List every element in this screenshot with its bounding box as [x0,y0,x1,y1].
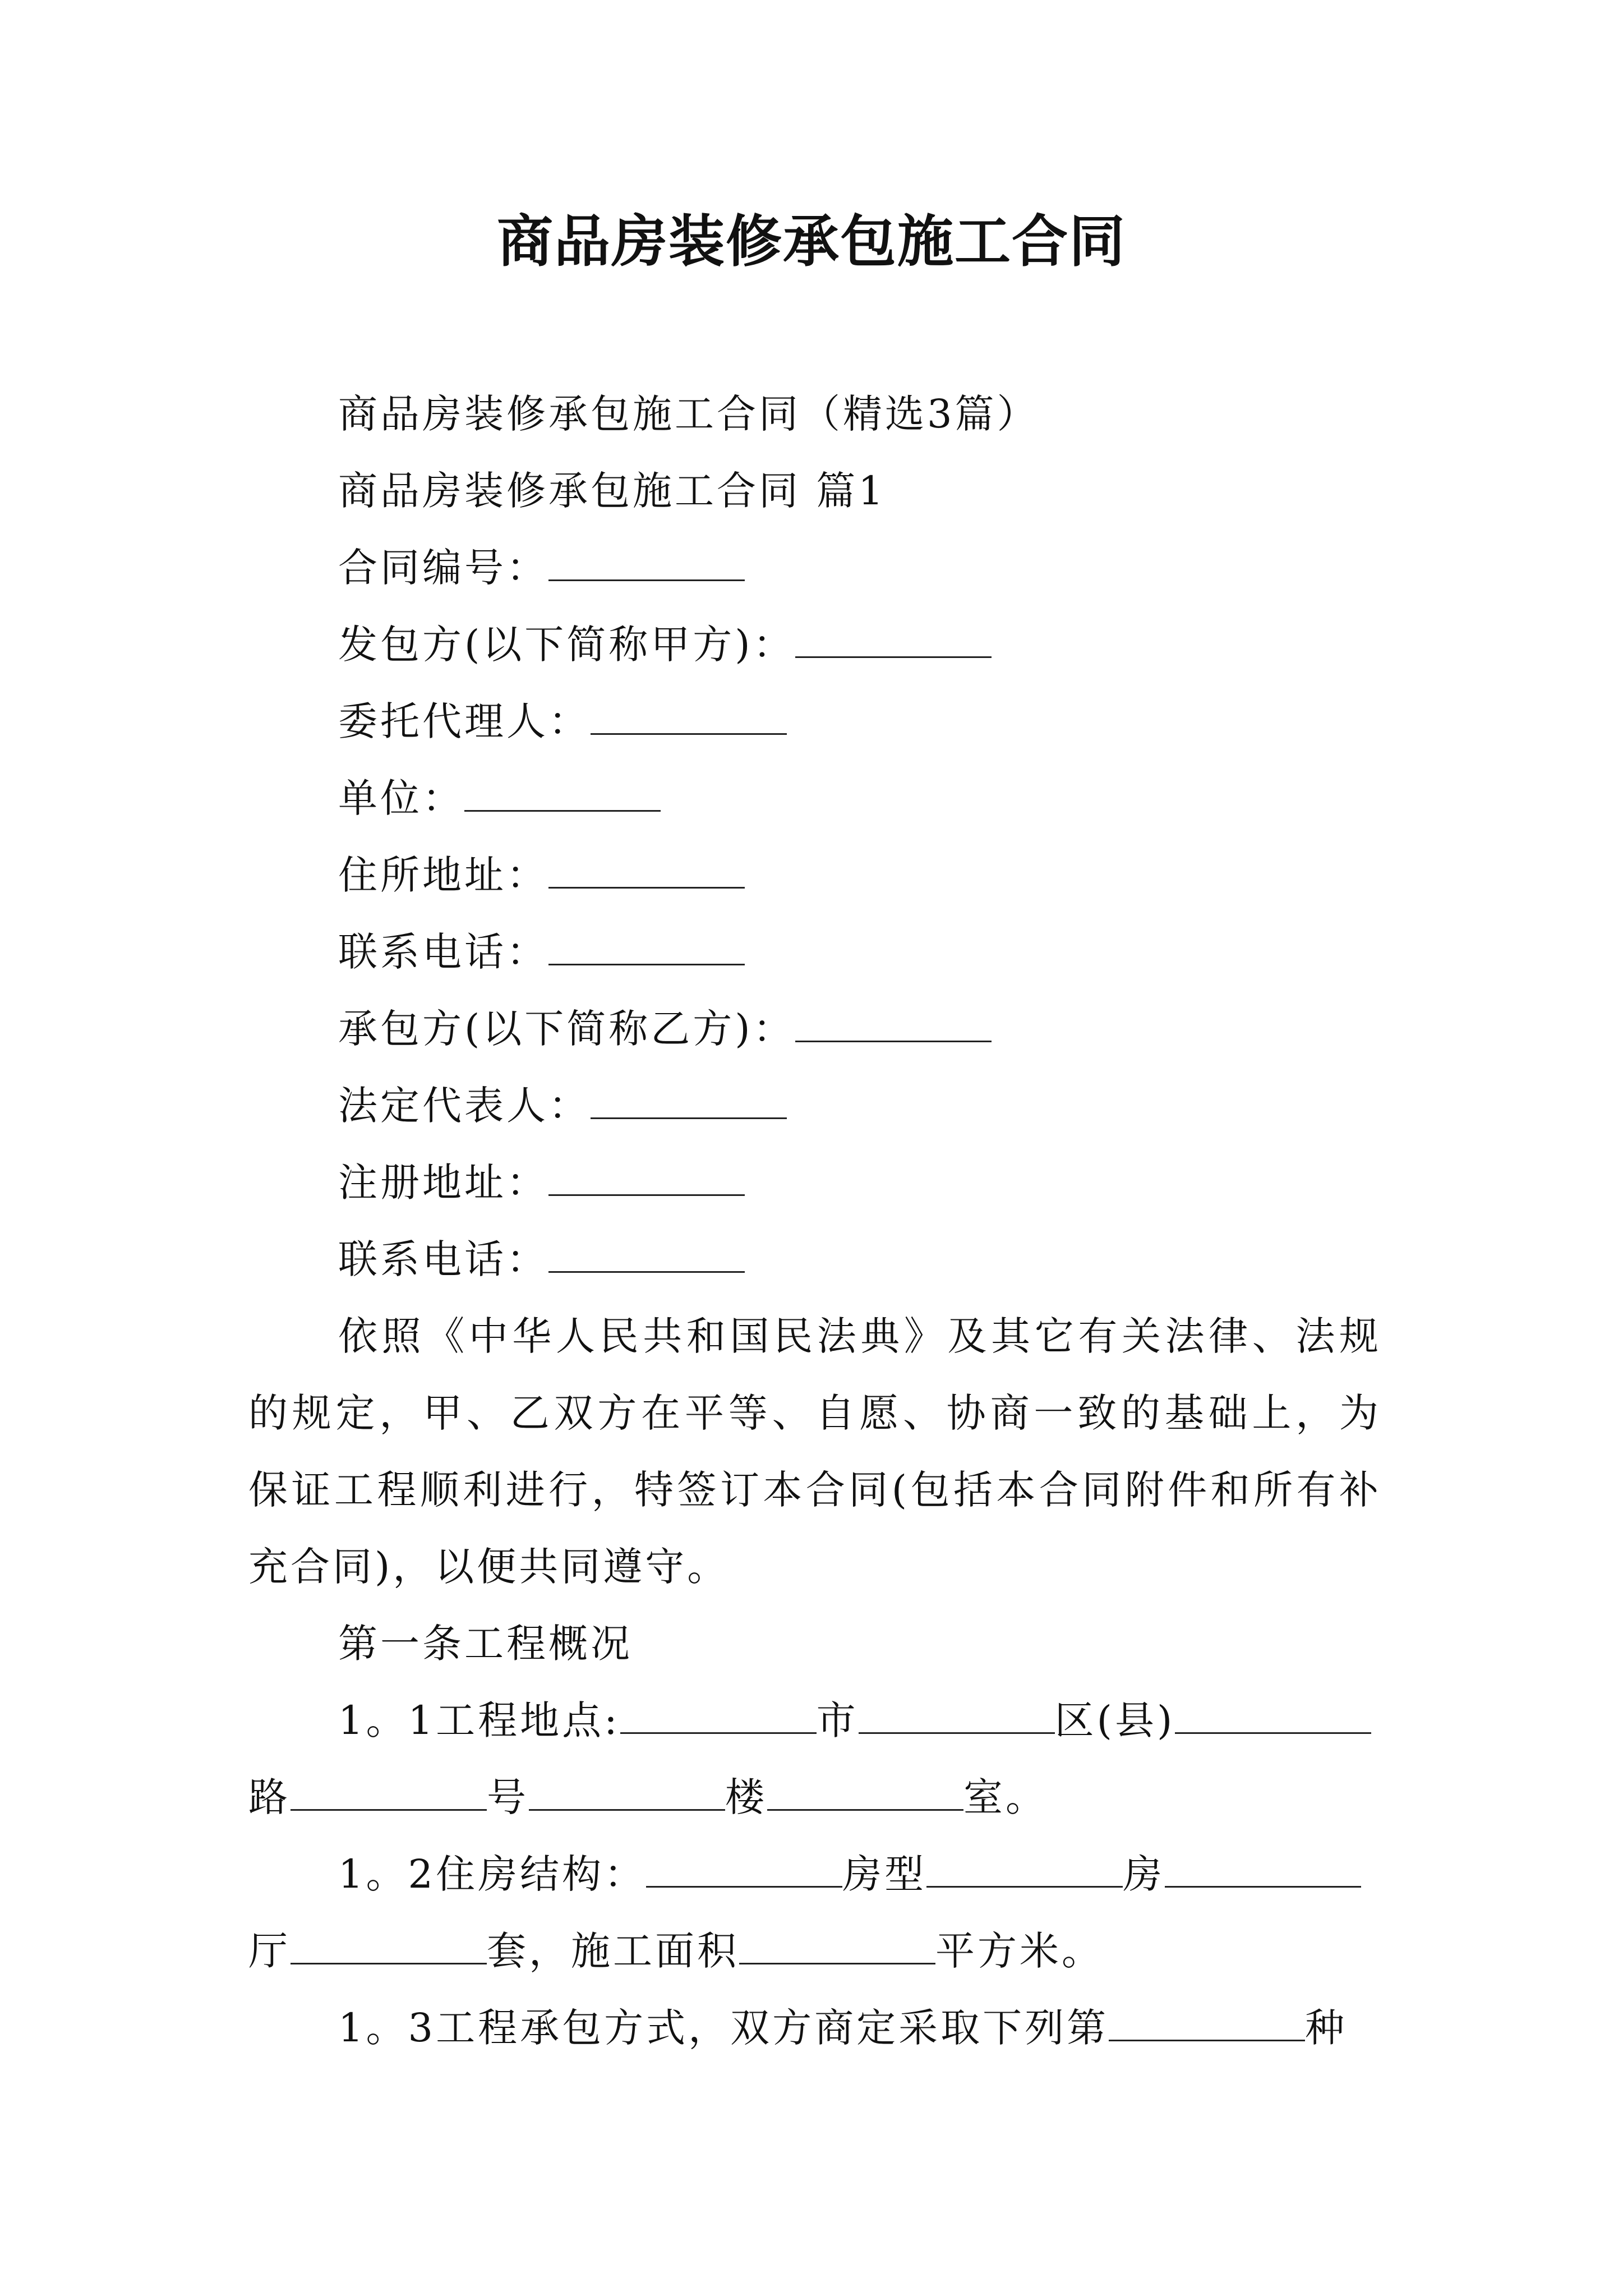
item-text: 号 [487,1774,529,1820]
item-text: 房型 [842,1851,927,1897]
item-1-1-line-2 [248,1759,1381,1836]
field-label: 承包方(以下简称乙方)： [338,1006,795,1052]
fill-blank [529,1775,725,1811]
field-label: 注册地址： [338,1159,548,1205]
fill-blank [620,1699,817,1734]
fill-blank [291,1775,487,1811]
item-1-1-line-1 [248,1682,1381,1759]
item-label: 1。1工程地点: [338,1697,620,1743]
fill-blank [795,623,992,658]
agent-field [248,683,1381,760]
document-subtitle [248,376,1381,453]
fill-blank [859,1699,1055,1734]
item-label: 1。3工程承包方式，双方商定采取下列第 [338,2005,1109,2051]
item-text: 套，施工面积 [487,1928,739,1974]
fill-blank [767,1775,963,1811]
item-label: 1。2住房结构： [338,1851,647,1897]
field-label: 联系电话： [338,1236,548,1282]
article-1-heading [248,1605,1381,1682]
fill-blank [548,1237,745,1273]
document-title: 商品房装修承包施工合同 [497,208,1126,274]
item-text: 平方米。 [935,1928,1104,1974]
field-label: 发包方(以下简称甲方)： [338,622,795,668]
fill-blank [926,1852,1123,1888]
party-a-field [248,606,1381,683]
article-heading-text: 第一条工程概况 [338,1621,633,1667]
fill-blank [291,1929,487,1964]
fill-blank [1109,2006,1305,2041]
address-field [248,837,1381,914]
field-label: 住所地址： [338,852,548,898]
document-body [248,376,1381,2067]
subtitle-text: 商品房装修承包施工合同（精选3篇） [338,391,1039,437]
item-text: 楼 [725,1774,767,1820]
field-label: 单位： [338,775,464,821]
item-text: 种 [1305,2005,1348,2051]
field-label: 联系电话： [338,929,548,975]
item-text: 房 [1123,1851,1165,1897]
fill-blank [1175,1699,1371,1734]
phone-b-field [248,1221,1381,1298]
field-label: 合同编号： [338,545,548,591]
item-text: 市 [816,1697,859,1743]
fill-blank [548,546,745,581]
fill-blank [464,776,661,812]
intro-paragraph: 依照《中华人民共和国民法典》及其它有关法律、法规的规定，甲、乙双方在平等、自愿、协商一致的基础上，为保证工程顺利进行，特签订本合同(包括本合同附件和所有补充合同)，以便共同遵守。 [248,1313,1381,1590]
item-text: 厅 [248,1928,291,1974]
fill-blank [1165,1852,1361,1888]
fill-blank [548,853,745,889]
field-label: 法定代表人： [338,1083,591,1129]
party-b-field [248,991,1381,1068]
fill-blank [795,1007,992,1042]
fill-blank [548,930,745,965]
item-1-2-line-1 [248,1836,1381,1913]
fill-blank [548,1161,745,1196]
phone-a-field [248,914,1381,991]
section-heading-text: 商品房装修承包施工合同 篇1 [338,468,886,514]
item-1-2-line-2 [248,1913,1381,1990]
legal-rep-field [248,1068,1381,1144]
contract-number-field [248,530,1381,606]
item-1-3-line-1 [248,1990,1381,2067]
item-text: 室。 [963,1774,1048,1820]
reg-address-field [248,1144,1381,1221]
section-heading [248,453,1381,530]
fill-blank [591,1084,787,1119]
fill-blank [646,1852,842,1888]
fill-blank [739,1929,935,1964]
item-text: 区(县) [1054,1697,1175,1743]
fill-blank [591,700,787,735]
field-label: 委托代理人： [338,698,591,744]
item-text: 路 [248,1774,291,1820]
unit-field [248,760,1381,837]
